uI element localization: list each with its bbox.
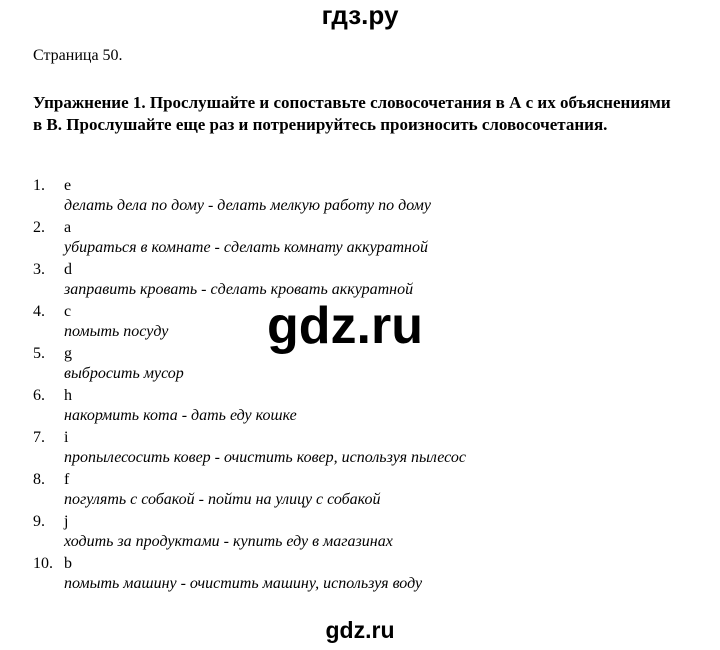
answer-number: 10. bbox=[33, 555, 53, 572]
exercise-task: Упражнение 1. Прослушайте и сопоставьте словосочетания в А с их объяснениями в В. Прослушайте еще раз и потренируйтесь произносить словосочетания. bbox=[33, 93, 671, 134]
answer-phrase: делать дела по дому - делать мелкую работу по дому bbox=[64, 197, 431, 214]
site-footer: gdz.ru bbox=[325, 617, 395, 643]
answer-letter: a bbox=[64, 219, 72, 236]
answer-number: 3. bbox=[33, 261, 45, 278]
answer-number: 6. bbox=[33, 387, 45, 404]
site-header: гдз.ру bbox=[321, 0, 399, 30]
answer-phrase: выбросить мусор bbox=[64, 365, 184, 382]
answer-letter: d bbox=[64, 261, 72, 278]
answer-letter: j bbox=[64, 513, 69, 530]
answer-phrase: пропылесосить ковер - очистить ковер, используя пылесос bbox=[64, 449, 466, 466]
answer-phrase: помыть машину - очистить машину, используя воду bbox=[64, 575, 423, 592]
answer-phrase: погулять с собакой - пойти на улицу с собакой bbox=[64, 491, 381, 508]
answer-number: 1. bbox=[33, 177, 45, 194]
answer-phrase: ходить за продуктами - купить еду в магазинах bbox=[64, 533, 393, 550]
answer-letter: c bbox=[64, 303, 72, 320]
answer-phrase: заправить кровать - сделать кровать аккуратной bbox=[64, 281, 414, 298]
page-label: Страница 50. bbox=[33, 47, 123, 64]
watermark: gdz.ru bbox=[267, 297, 423, 355]
answer-phrase: помыть посуду bbox=[64, 323, 169, 340]
answer-number: 8. bbox=[33, 471, 45, 488]
answer-number: 2. bbox=[33, 219, 45, 236]
answer-number: 9. bbox=[33, 513, 45, 530]
answer-phrase: накормить кота - дать еду кошке bbox=[64, 407, 297, 424]
answer-letter: e bbox=[64, 177, 72, 194]
answer-number: 4. bbox=[33, 303, 45, 320]
answer-number: 5. bbox=[33, 345, 45, 362]
answer-phrase: убираться в комнате - сделать комнату аккуратной bbox=[64, 239, 428, 256]
answer-letter: h bbox=[64, 387, 72, 404]
answer-letter: f bbox=[64, 471, 70, 488]
answer-letter: b bbox=[64, 555, 72, 572]
answer-number: 7. bbox=[33, 429, 45, 446]
answer-letter: g bbox=[64, 345, 72, 362]
answer-letter: i bbox=[64, 429, 69, 446]
